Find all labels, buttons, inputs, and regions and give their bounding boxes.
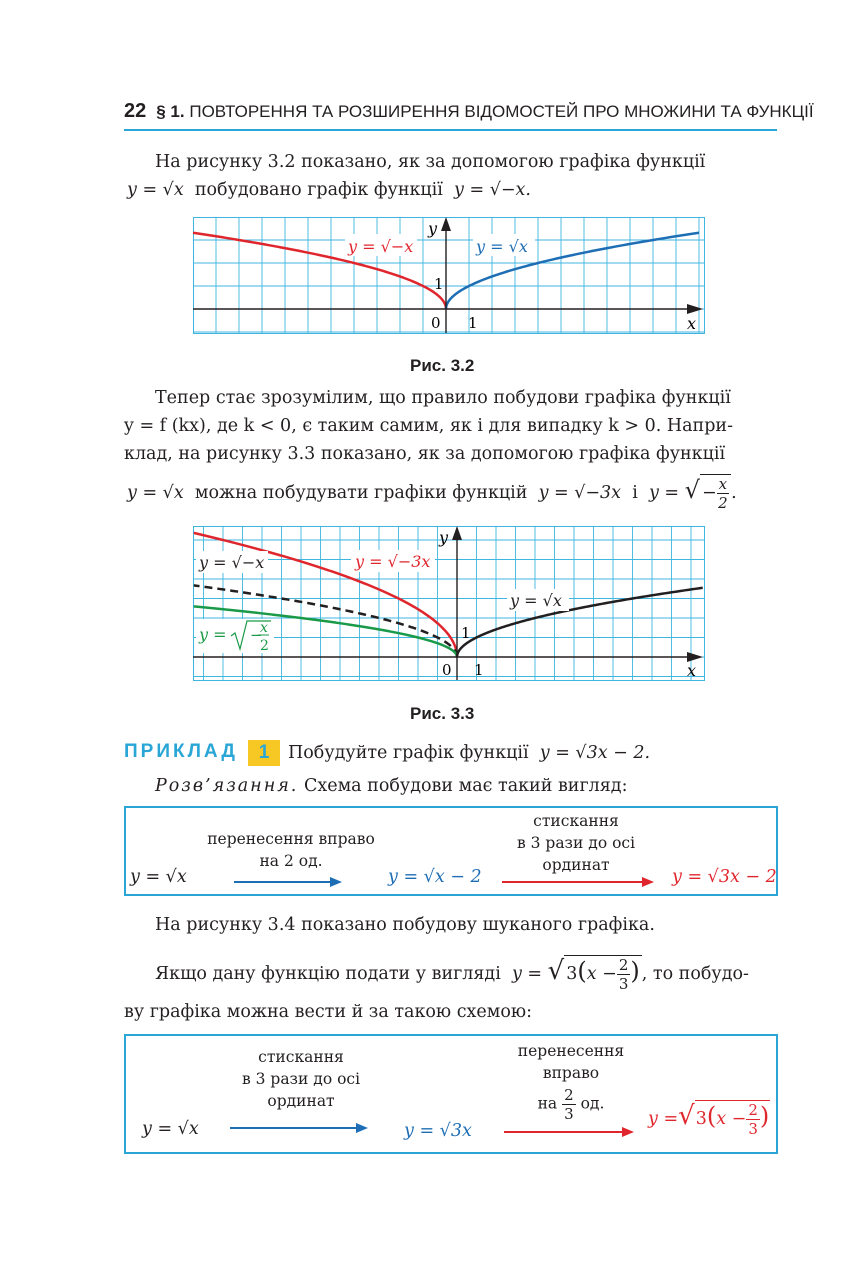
scheme2-mid: y = √3x	[404, 1121, 472, 1141]
coef-3: 3	[695, 1109, 707, 1129]
figure-3-2	[193, 217, 705, 334]
solution-line	[155, 771, 627, 801]
step1-line2: в 3 рази до осі	[241, 1070, 361, 1088]
x-tick-1: 1	[468, 314, 478, 332]
scheme1-step1	[196, 828, 386, 872]
sqrt-sign-icon: √	[684, 476, 700, 504]
arrow-blue-icon	[230, 1122, 370, 1134]
scheme2-end	[648, 1100, 770, 1138]
step2-line2: вправо	[542, 1064, 600, 1082]
step1-line2: на 2 од.	[259, 852, 323, 870]
example-task-formula: y = √3x − 2.	[539, 743, 651, 763]
x-axis-label: x	[687, 314, 697, 333]
formula-sqrt-neg-3x: y = √−3x	[538, 483, 622, 503]
y-tick-1: 1	[434, 275, 444, 293]
step1-line3: ординат	[267, 1092, 335, 1110]
step2-post: од.	[580, 1094, 605, 1113]
formula-sqrt-x: y = √x	[127, 180, 184, 200]
x-axis-arrow	[687, 304, 703, 314]
y-tick-1: 1	[461, 624, 471, 642]
para1-mid: побудовано графік функції	[194, 180, 443, 200]
step2-line3	[506, 1086, 636, 1123]
page-header	[124, 100, 814, 123]
y-axis-arrow	[452, 526, 462, 540]
end-pre: y =	[648, 1109, 679, 1129]
scheme-2	[124, 1034, 778, 1154]
formula-sqrt-neg-x: y = √−x.	[454, 180, 531, 200]
grid	[193, 217, 705, 334]
para2-mid: можна побудувати графіки функцій	[194, 483, 528, 503]
fraction-numerator: x	[260, 620, 268, 636]
chapter-title: ПОВТОРЕННЯ ТА РОЗШИРЕННЯ ВІДОМОСТЕЙ ПРО МНОЖИНИ ТА ФУНКЦІЇ	[189, 102, 814, 121]
para2-line3: клад, на рисунку 3.3 показано, як за допомогою графіка функції	[124, 444, 726, 464]
y-axis-label: y	[428, 219, 438, 238]
fraction	[717, 475, 729, 512]
step2-pre: на	[537, 1094, 558, 1113]
step1-line1: стискання	[258, 1048, 344, 1066]
grid	[193, 526, 705, 681]
scheme1-mid: y = √x − 2	[388, 867, 482, 887]
fraction	[617, 956, 631, 993]
origin-label: 0	[442, 661, 452, 679]
example-task	[288, 738, 650, 768]
x-minus: x −	[586, 964, 617, 984]
fraction-denominator: 2	[260, 638, 269, 654]
end-radicand: 3(x − $\frac{2}{3}$ )	[695, 1101, 770, 1138]
scheme2-step2	[506, 1040, 636, 1123]
para3-line2-post: , то побудо-	[641, 964, 749, 984]
formula-sqrt-x: y = √x	[127, 483, 184, 503]
fraction-numerator: 2	[564, 1086, 574, 1104]
figure-3-2-caption: Рис. 3.2	[410, 356, 475, 375]
x-tick-1: 1	[474, 661, 484, 679]
arrow-red-icon	[502, 876, 657, 888]
figure-3-3-caption: Рис. 3.3	[410, 704, 475, 723]
step2-line2: в 3 рази до осі	[516, 834, 636, 852]
fraction-denominator: 2	[718, 494, 728, 512]
fraction	[746, 1101, 760, 1138]
step2-line1: перенесення	[517, 1042, 625, 1060]
arrow-blue-icon	[234, 876, 344, 888]
scheme1-end: y = √3x − 2	[672, 867, 777, 887]
label-half-pre: y =	[199, 625, 227, 644]
origin-label: 0	[431, 314, 441, 332]
label-sqrt-neg-x: y = √−x	[199, 553, 265, 572]
example-tag: ПРИКЛАД	[124, 741, 238, 762]
fraction-numerator: 2	[748, 1101, 758, 1119]
para2-line4: y = √x можна побудувати графіки функцій y = √−3x і y = √ − $\frac{x}{2}$ .	[127, 475, 737, 512]
conjunction: і	[632, 483, 638, 503]
para3-line3: ву графіка можна вести й за такою схемою:	[124, 1002, 533, 1022]
minus-sign: −	[250, 626, 263, 644]
arrow-red-icon	[504, 1126, 636, 1138]
formula-half-pre: y =	[648, 483, 680, 503]
formula-radicand: 3(x − $\frac{2}{3}$ )	[566, 956, 640, 993]
label-sqrt-x: y = √x	[476, 237, 528, 256]
fraction-numerator: 2	[618, 956, 629, 974]
fraction-denominator: 3	[564, 1105, 574, 1123]
example-task-text: Побудуйте графік функції	[288, 743, 529, 763]
section-number: § 1.	[156, 102, 185, 121]
para1-line1: На рисунку 3.2 показано, як за допомогою графіка функції	[155, 152, 706, 172]
fraction-denominator: 3	[748, 1120, 758, 1138]
figure-3-3	[193, 526, 705, 681]
label-sqrt-neg-3x: y = √−3x	[355, 552, 431, 571]
y-axis-arrow	[441, 217, 451, 231]
scheme2-start: y = √x	[142, 1119, 199, 1139]
coef-3: 3	[566, 964, 578, 984]
label-sqrt-x: y = √x	[510, 591, 562, 610]
y-axis-label: y	[439, 528, 449, 547]
solution-label: Розв’язання.	[155, 776, 299, 796]
x-axis-label: x	[687, 661, 697, 680]
page-number: 22	[124, 100, 147, 122]
formula-pre: y =	[511, 964, 543, 984]
sqrt-sign-icon: √	[678, 1101, 695, 1131]
fraction	[562, 1086, 576, 1123]
solution-text: Схема побудови має такий вигляд:	[303, 776, 628, 796]
para3-line2	[155, 955, 749, 993]
example-number: 1	[248, 740, 280, 766]
grid-border	[194, 218, 705, 334]
sqrt-sign-icon: √	[547, 956, 565, 986]
formula-half-radicand: − $\frac{x}{2}$	[700, 474, 731, 512]
scheme1-step2	[496, 810, 656, 876]
para2-line2: y = f (kx), де k < 0, є таким самим, як і для випадку k > 0. Напри-	[124, 416, 733, 436]
step1-line1: перенесення вправо	[207, 830, 375, 848]
para2-line1: Тепер стає зрозумілим, що правило побудови графіка функції	[155, 388, 731, 408]
scheme2-step1	[226, 1046, 376, 1112]
step2-line3: ординат	[542, 856, 610, 874]
para3-line1: На рисунку 3.4 показано побудову шуканого графіка.	[155, 915, 655, 935]
scheme-1	[124, 806, 778, 896]
label-sqrt-neg-x: y = √−x	[348, 237, 414, 256]
header-rule	[124, 129, 777, 131]
scheme1-start: y = √x	[130, 867, 187, 887]
fraction-numerator: x	[718, 475, 728, 493]
x-minus: x −	[716, 1109, 747, 1129]
para1-line2	[127, 175, 531, 205]
fraction-denominator: 3	[618, 975, 629, 993]
para3-line2-pre: Якщо дану функцію подати у вигляді	[155, 964, 501, 984]
step2-line1: стискання	[533, 812, 619, 830]
